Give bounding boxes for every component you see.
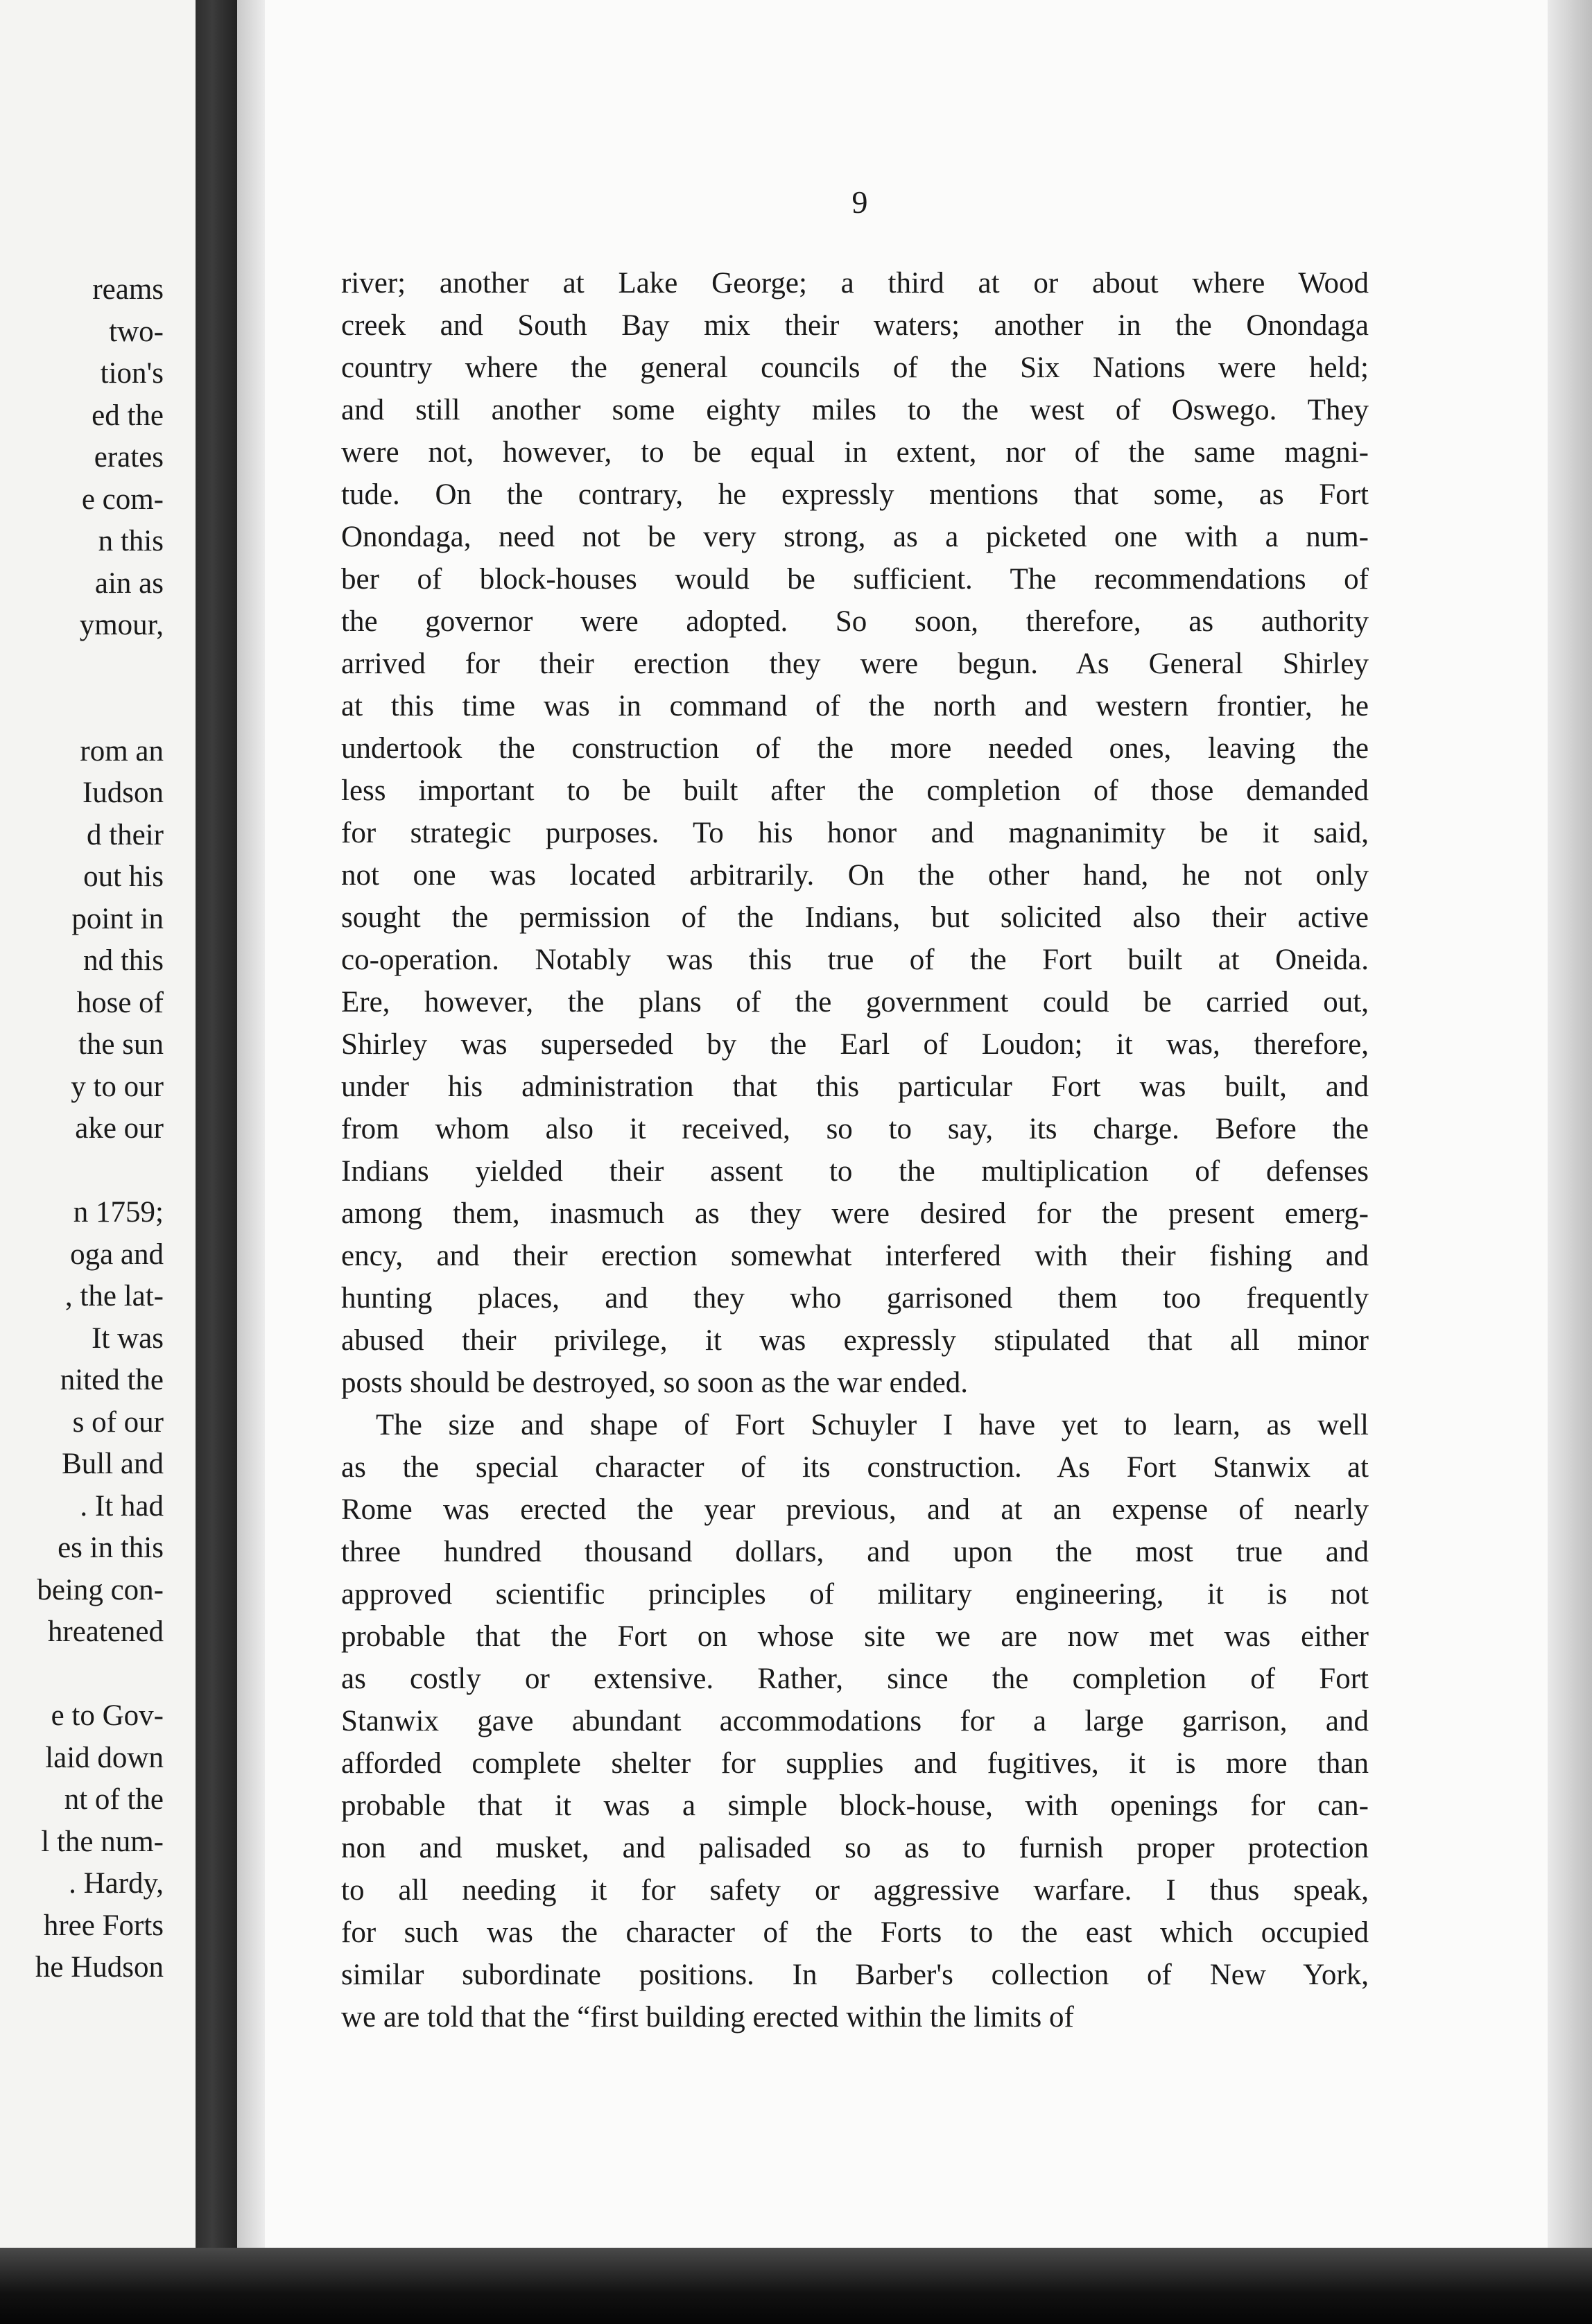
text-line: Indians yielded their assent to the multiplication of defenses [341, 1155, 1369, 1188]
text-line: ency, and their erection somewhat interfered with their fishing and [341, 1240, 1369, 1272]
facing-page-line: out his [83, 860, 164, 893]
gutter-shadow [237, 0, 265, 2324]
facing-page-line: being con- [37, 1573, 164, 1606]
text-line: under his administration that this particular Fort was built, and [341, 1070, 1369, 1103]
facing-page-line: Iudson [82, 777, 164, 809]
facing-page-gap [0, 647, 164, 689]
facing-page-fragment [0, 0, 196, 2324]
text-line: at this time was in command of the north and western frontier, he [341, 690, 1369, 722]
facing-page-line: s of our [72, 1405, 164, 1439]
text-line: among them, inasmuch as they were desired for the present emerg- [341, 1197, 1369, 1230]
text-line: arrived for their erection they were begun. As General Shirley [341, 648, 1369, 680]
facing-page-line: he Hudson [35, 1951, 164, 1984]
text-line: less important to be built after the completion of those demanded [341, 774, 1369, 807]
text-line: sought the permission of the Indians, but solicited also their active [341, 901, 1369, 934]
text-line: Shirley was superseded by the Earl of Loudon; it was, therefore, [341, 1028, 1369, 1061]
text-line: probable that it was a simple block-house, with openings for can- [341, 1789, 1369, 1822]
facing-page-line: ymour, [79, 609, 164, 641]
text-line: river; another at Lake George; a third at or about where Wood [341, 267, 1369, 300]
facing-page-line: laid down [45, 1741, 164, 1774]
facing-page-line: oga and [70, 1238, 164, 1271]
text-line: afforded complete shelter for supplies and fugitives, it is more than [341, 1747, 1369, 1780]
text-line: non and musket, and palisaded so as to furnish proper protection [341, 1832, 1369, 1864]
facing-page-line: rom an [80, 734, 164, 768]
facing-page-line: Bull and [62, 1448, 164, 1480]
facing-page-line: n this [98, 525, 164, 557]
facing-page-text [0, 269, 164, 1989]
facing-page-line: the sun [78, 1028, 164, 1061]
paragraph [341, 1404, 1369, 2038]
text-line: from whom also it received, so to say, its charge. Before the [341, 1113, 1369, 1145]
facing-page-line: erates [94, 441, 164, 474]
facing-page-line: two- [109, 315, 164, 348]
text-line: Rome was erected the year previous, and at an expense of nearly [341, 1493, 1369, 1526]
text-line: to all needing it for safety or aggressive warfare. I thus speak, [341, 1874, 1369, 1907]
page-edge-bottom [0, 2248, 1592, 2324]
facing-page-line: l the num- [41, 1825, 164, 1858]
text-line: undertook the construction of the more needed ones, leaving the [341, 732, 1369, 765]
text-line: approved scientific principles of military engineering, it is not [341, 1578, 1369, 1611]
text-line: co-operation. Notably was this true of the Fort built at Oneida. [341, 944, 1369, 976]
facing-page-line: nd this [83, 944, 164, 977]
binding-gutter [196, 0, 237, 2324]
text-line: were not, however, to be equal in extent, nor of the same magni- [341, 436, 1369, 469]
facing-page-line: nited the [60, 1364, 164, 1396]
text-line: The size and shape of Fort Schuyler I have yet to learn, as well [376, 1409, 1369, 1441]
text-line: Ere, however, the plans of the government could be carried out, [341, 986, 1369, 1018]
text-line: three hundred thousand dollars, and upon the most true and [341, 1536, 1369, 1568]
text-line: for strategic purposes. To his honor and magnanimity be it said, [341, 817, 1369, 849]
body-text [341, 262, 1369, 2038]
text-line: we are told that the “first building erected within the limits of [341, 2001, 1074, 2034]
facing-page-line: hreatened [47, 1615, 164, 1648]
facing-page-line: point in [71, 902, 164, 935]
facing-page-line: hree Forts [43, 1909, 164, 1942]
facing-page-line: reams [92, 273, 164, 306]
facing-page-line: ain as [94, 566, 164, 600]
text-line: not one was located arbitrarily. On the other hand, he not only [341, 859, 1369, 892]
text-line: the governor were adopted. So soon, therefore, as authority [341, 605, 1369, 638]
facing-page-line: n 1759; [73, 1196, 164, 1229]
facing-page-line: y to our [71, 1070, 164, 1103]
facing-page-line: e to Gov- [51, 1699, 164, 1732]
facing-page-line: d their [86, 818, 164, 851]
text-line: and still another some eighty miles to the west of Oswego. They [341, 394, 1369, 426]
text-line: Stanwix gave abundant accommodations for a large garrison, and [341, 1705, 1369, 1737]
facing-page-line: , the lat- [64, 1280, 164, 1312]
facing-page-line: hose of [76, 986, 164, 1019]
text-line: posts should be destroyed, so soon as the war ended. [341, 1367, 969, 1399]
facing-page-line: ake our [75, 1112, 164, 1145]
facing-page-line: e com- [81, 483, 164, 516]
facing-page-line: It was [92, 1321, 164, 1355]
facing-page-gap [0, 1150, 164, 1193]
facing-page-line: ed the [92, 399, 164, 432]
text-line: probable that the Fort on whose site we are now met was either [341, 1620, 1369, 1653]
facing-page-gap [0, 1654, 164, 1696]
text-line: country where the general councils of the Six Nations were held; [341, 352, 1369, 384]
facing-page-line: es in this [58, 1532, 164, 1564]
text-line: tude. On the contrary, he expressly mentions that some, as Fort [341, 478, 1369, 511]
text-line: similar subordinate positions. In Barber's collection of New York, [341, 1959, 1369, 1991]
page-number: 9 [851, 184, 868, 220]
facing-page-line: . It had [80, 1489, 164, 1523]
text-line: ber of block-houses would be sufficient. The recommendations of [341, 563, 1369, 596]
text-line: as the special character of its construction. As Fort Stanwix at [341, 1451, 1369, 1484]
text-line: as costly or extensive. Rather, since the completion of Fort [341, 1663, 1369, 1695]
page-edge-right [1548, 0, 1592, 2324]
text-line: creek and South Bay mix their waters; another in the Onondaga [341, 309, 1369, 342]
text-line: abused their privilege, it was expressly stipulated that all minor [341, 1324, 1369, 1357]
text-line: for such was the character of the Forts to the east which occupied [341, 1916, 1369, 1949]
facing-page-line: . Hardy, [69, 1867, 164, 1900]
text-line: Onondaga, need not be very strong, as a picketed one with a num- [341, 521, 1369, 553]
facing-page-line: nt of the [64, 1783, 164, 1816]
paragraph [341, 262, 1369, 1404]
text-line: hunting places, and they who garrisoned them too frequently [341, 1282, 1369, 1315]
facing-page-line: tion's [100, 357, 164, 390]
facing-page-gap [0, 688, 164, 731]
